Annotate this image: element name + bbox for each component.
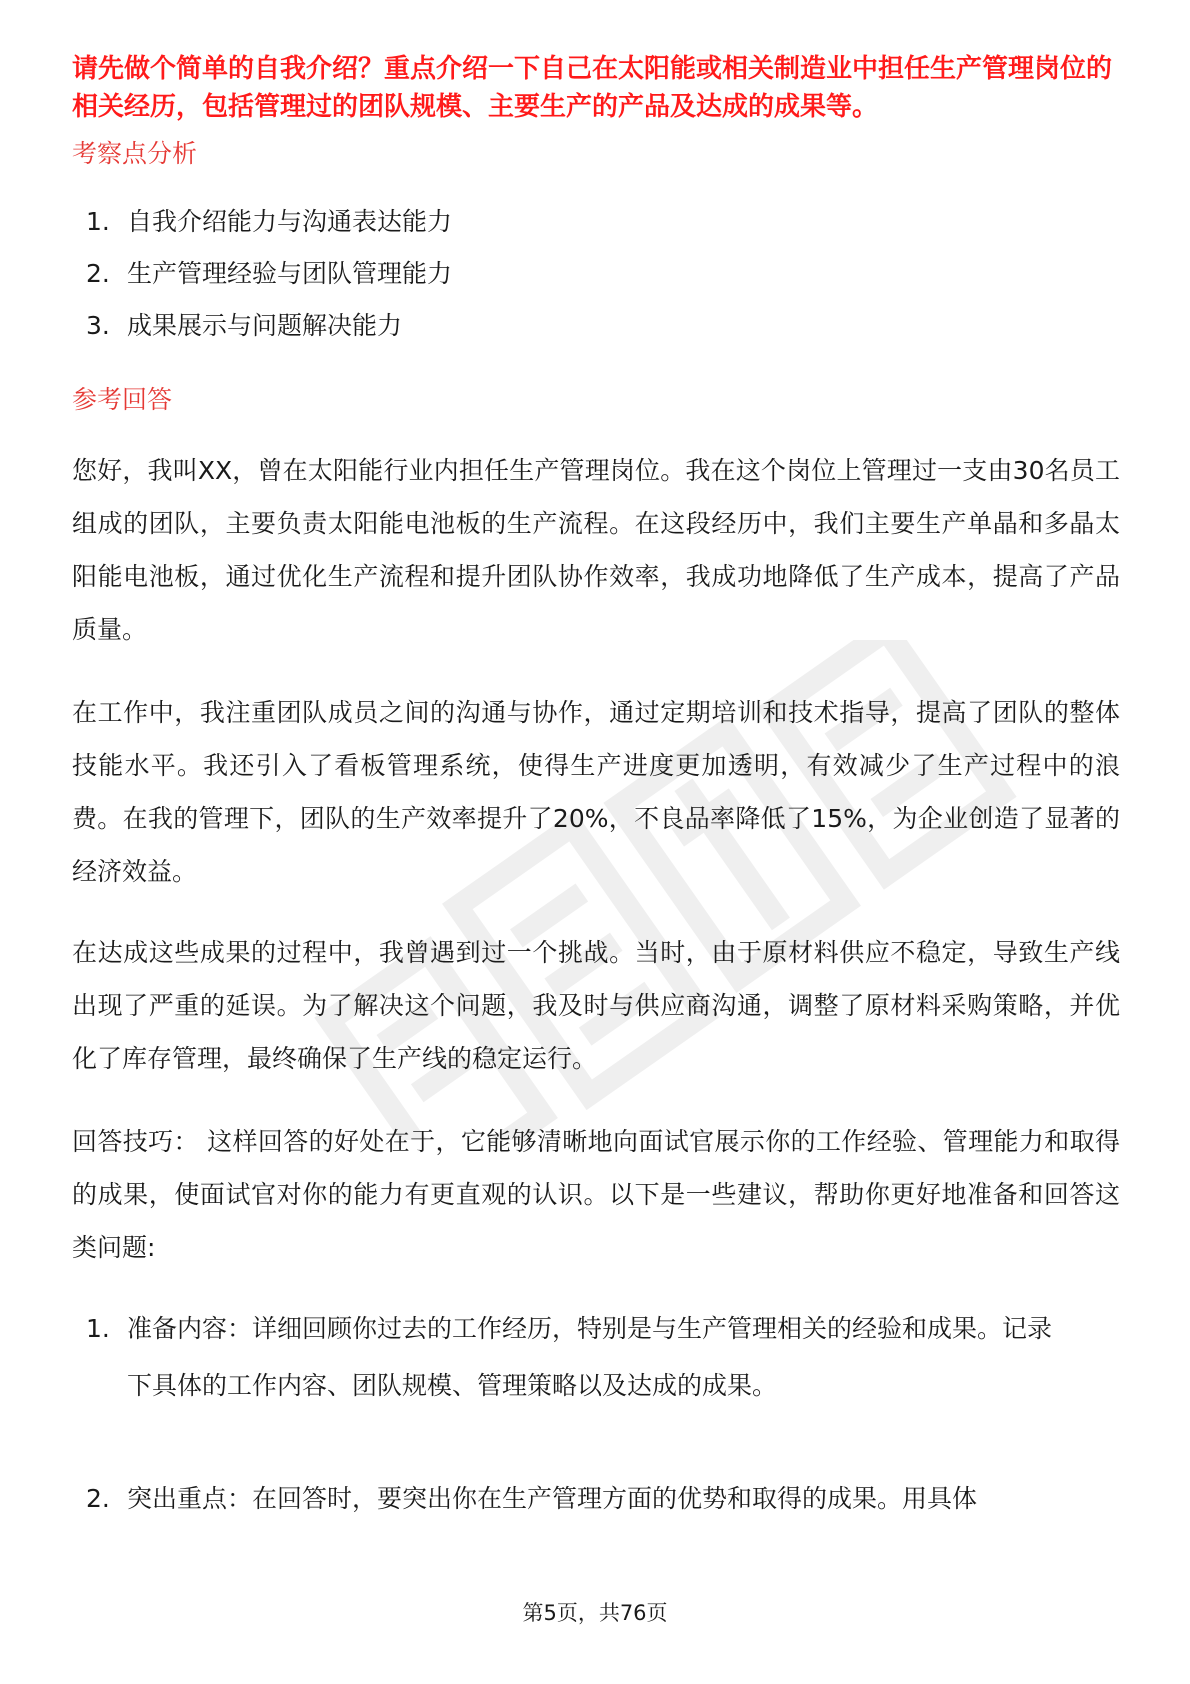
analysis-list bbox=[72, 196, 1120, 352]
list-item-number: 3. bbox=[86, 311, 110, 340]
list-item-text: 成果展示与问题解决能力 bbox=[127, 311, 403, 340]
tips-item-number: 2. bbox=[86, 1484, 110, 1513]
question-text: 请先做个简单的自我介绍？重点介绍一下自己在太阳能或相关制造业中担任生产管理岗位的相关经历，包括管理过的团队规模、主要生产的产品及达成的成果等。 bbox=[72, 54, 1113, 122]
list-item-number: 2. bbox=[86, 259, 110, 288]
list-item-text: 生产管理经验与团队管理能力 bbox=[127, 259, 453, 288]
tips-item-text: 突出重点：在回答时，要突出你在生产管理方面的优势和取得的成果。用具体 bbox=[127, 1484, 978, 1513]
answer-paragraph-3: 在达成这些成果的过程中，我曾遇到过一个挑战。当时，由于原材料供应不稳定，导致生产线出现了严重的延误。为了解决这个问题，我及时与供应商沟通，调整了原材料采购策略，并优化了库存管理，最终确保了生产线的稳定运行。 bbox=[72, 938, 1120, 1073]
answer-heading: 参考回答 bbox=[72, 385, 173, 414]
tips-intro: 回答技巧： 这样回答的好处在于，它能够清晰地向面试官展示你的工作经验、管理能力和取得的成果，使面试官对你的能力有更直观的认识。以下是一些建议，帮助你更好地准备和回答这类问题: bbox=[72, 1127, 1120, 1262]
tips-item-2 bbox=[72, 1470, 1072, 1527]
answer-paragraph-1: 您好，我叫XX，曾在太阳能行业内担任生产管理岗位。我在这个岗位上管理过一支由30名员工组成的团队，主要负责太阳能电池板的生产流程。在这段经历中，我们主要生产单晶和多晶太阳能电池板，通过优化生产流程和提升团队协作效率，我成功地降低了生产成本，提高了产品质量。 bbox=[72, 456, 1120, 644]
tips-item-number: 1. bbox=[86, 1314, 110, 1343]
list-item bbox=[72, 248, 1120, 300]
list-item bbox=[72, 300, 1120, 352]
list-item-text: 自我介绍能力与沟通表达能力 bbox=[127, 207, 453, 236]
list-item-number: 1. bbox=[86, 207, 110, 236]
tips-item-1 bbox=[72, 1300, 1072, 1414]
analysis-heading: 考察点分析 bbox=[72, 139, 198, 168]
tips-item-text: 准备内容：详细回顾你过去的工作经历，特别是与生产管理相关的经验和成果。记录下具体的工作内容、团队规模、管理策略以及达成的成果。 bbox=[127, 1314, 1053, 1400]
list-item bbox=[72, 196, 1120, 248]
page-footer: 第5页，共76页 bbox=[522, 1601, 668, 1625]
answer-paragraph-2: 在工作中，我注重团队成员之间的沟通与协作，通过定期培训和技术指导，提高了团队的整体技能水平。我还引入了看板管理系统，使得生产进度更加透明，有效减少了生产过程中的浪费。在我的管理下，团队的生产效率提升了20%，不良品率降低了15%，为企业创造了显著的经济效益。 bbox=[72, 698, 1120, 886]
